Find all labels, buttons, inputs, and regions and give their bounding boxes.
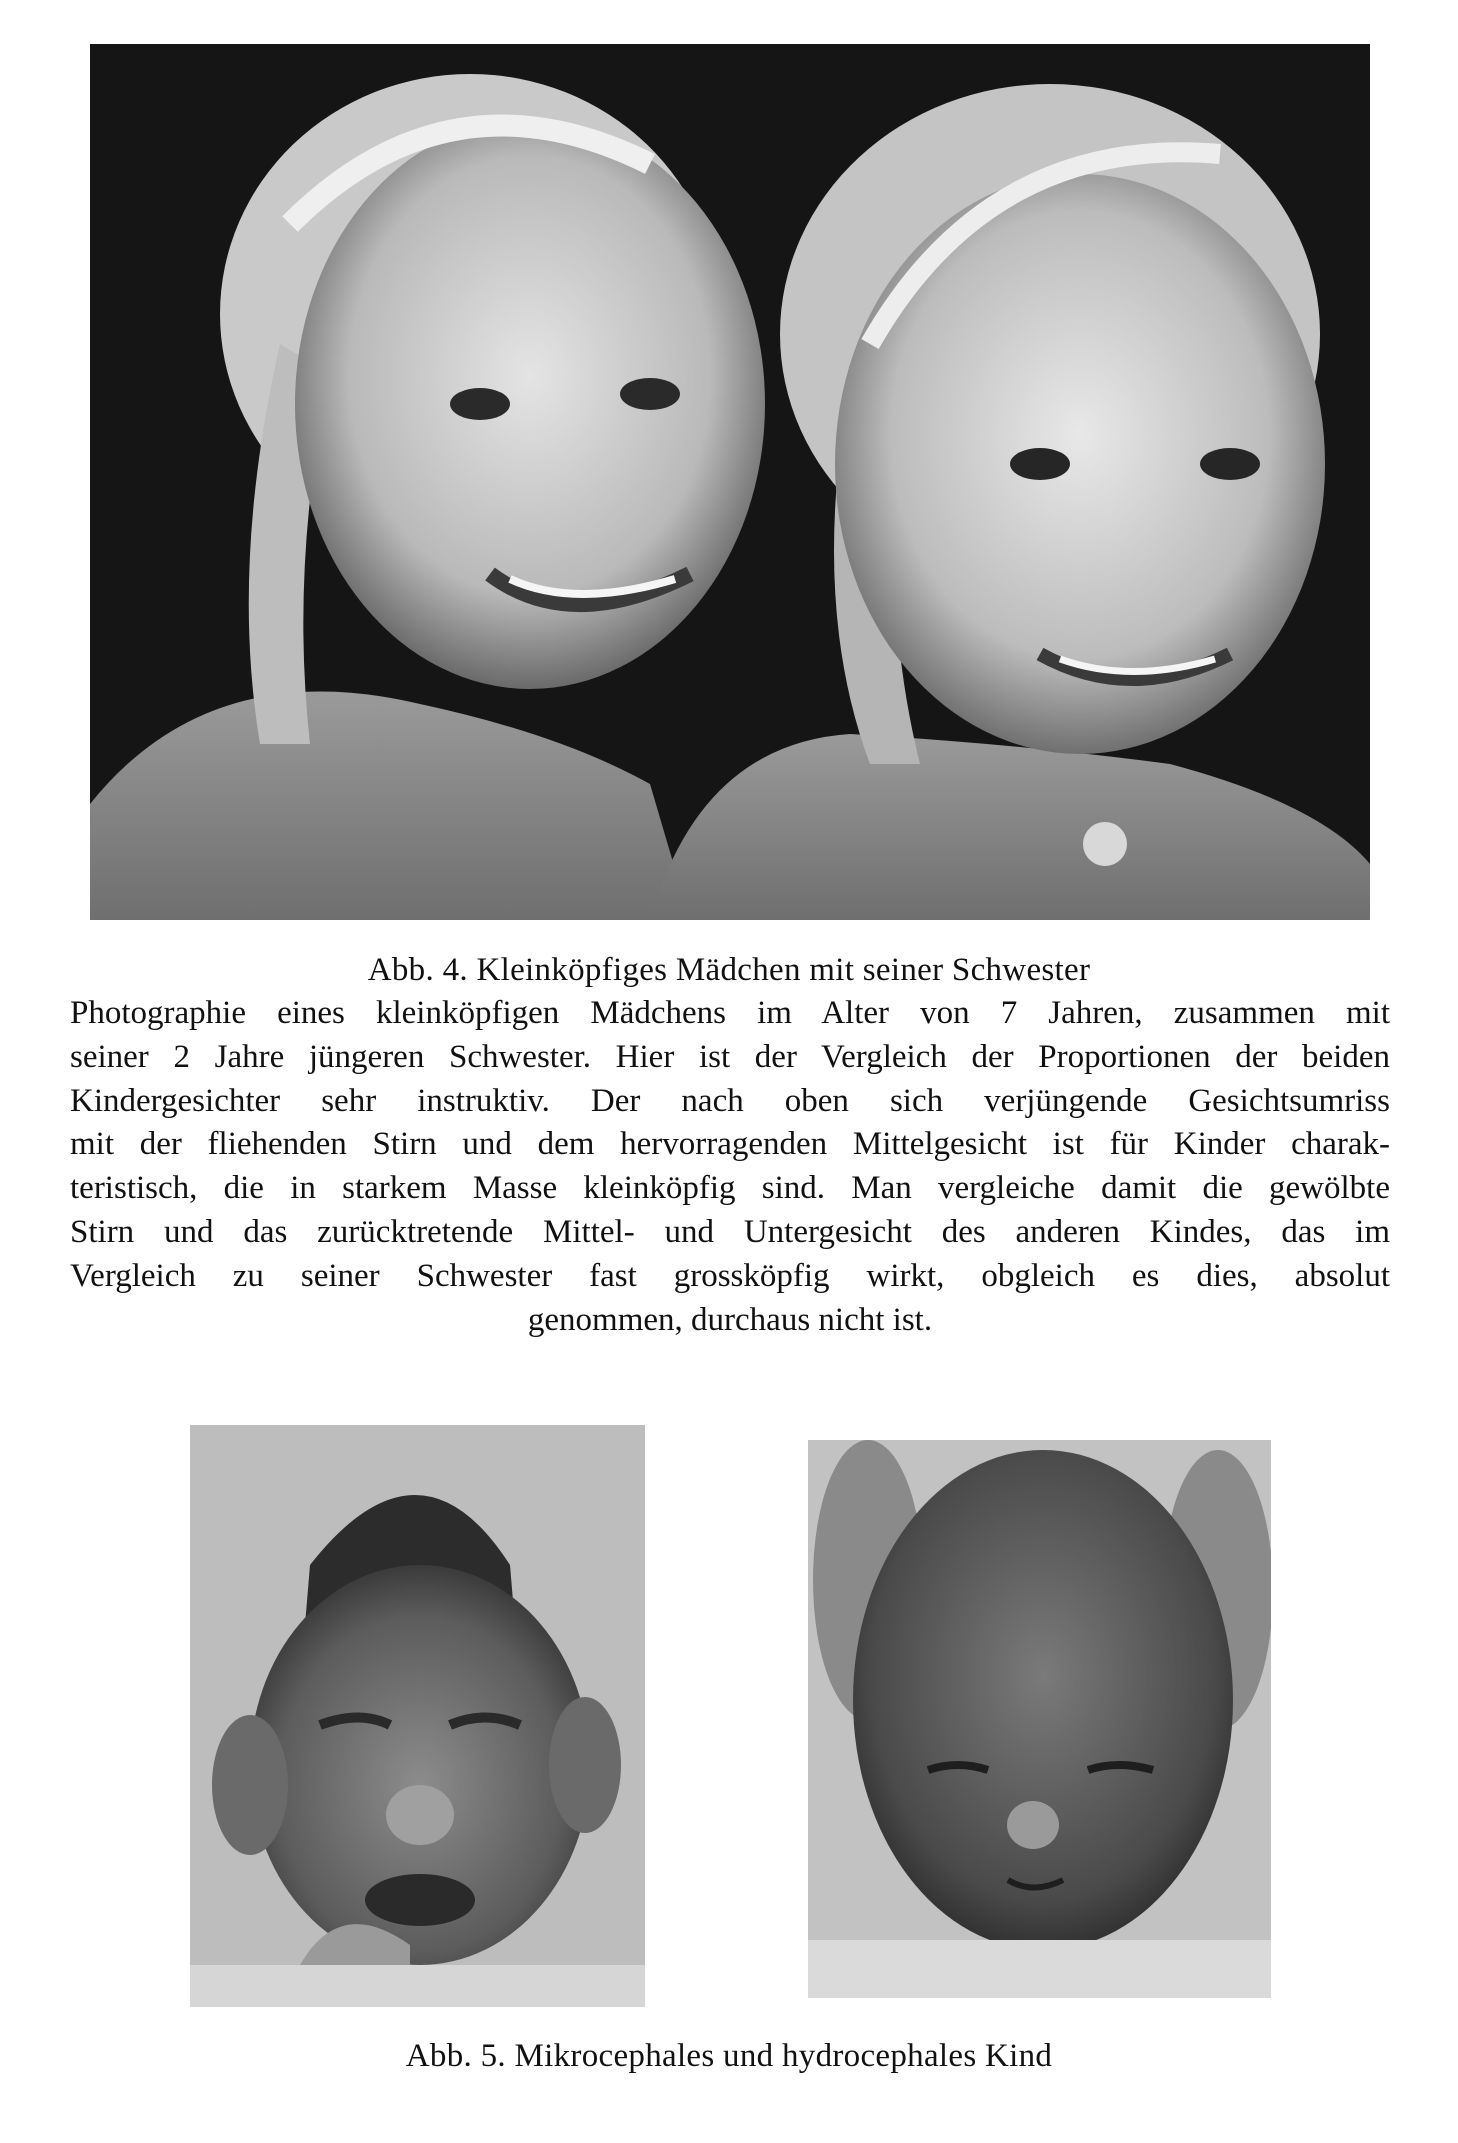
caption-line: teristisch, die in starkem Masse kleinköpfig sind. Man vergleiche damit die gewölbte <box>70 1170 1390 1207</box>
caption-line: Stirn und das zurücktretende Mittel- und Untergesicht des anderen Kindes, das im <box>70 1213 1390 1250</box>
caption-line: Kindergesichter sehr instruktiv. Der nach oben sich verjüngende Gesichtsumriss <box>70 1082 1390 1119</box>
figure-4-caption-title: Abb. 4. Kleinköpfiges Mädchen mit seiner Schwester <box>367 952 1091 988</box>
figure-4-caption-body <box>70 992 1390 1342</box>
figure-5-hydrocephalic-child-photograph <box>808 1440 1271 1998</box>
caption-line: mit der fliehenden Stirn und dem hervorragenden Mittelgesicht ist für Kinder charak- <box>70 1126 1390 1163</box>
caption-line: Photographie eines kleinköpfigen Mädchens im Alter von 7 Jahren, zusammen mit <box>70 995 1390 1031</box>
figure-4-photograph <box>90 44 1370 920</box>
caption-line: genommen, durchaus nicht ist. <box>527 1301 933 1338</box>
figure-5-caption-title: Abb. 5. Mikrocephales und hydrocephales Kind <box>405 2038 1053 2074</box>
caption-line: seiner 2 Jahre jüngeren Schwester. Hier ist der Vergleich der Proportionen der beiden <box>70 1038 1390 1075</box>
caption-line: Vergleich zu seiner Schwester fast grossköpfig wirkt, obgleich es dies, absolut <box>70 1257 1390 1294</box>
figure-5-microcephalic-child-photograph <box>190 1425 645 2007</box>
